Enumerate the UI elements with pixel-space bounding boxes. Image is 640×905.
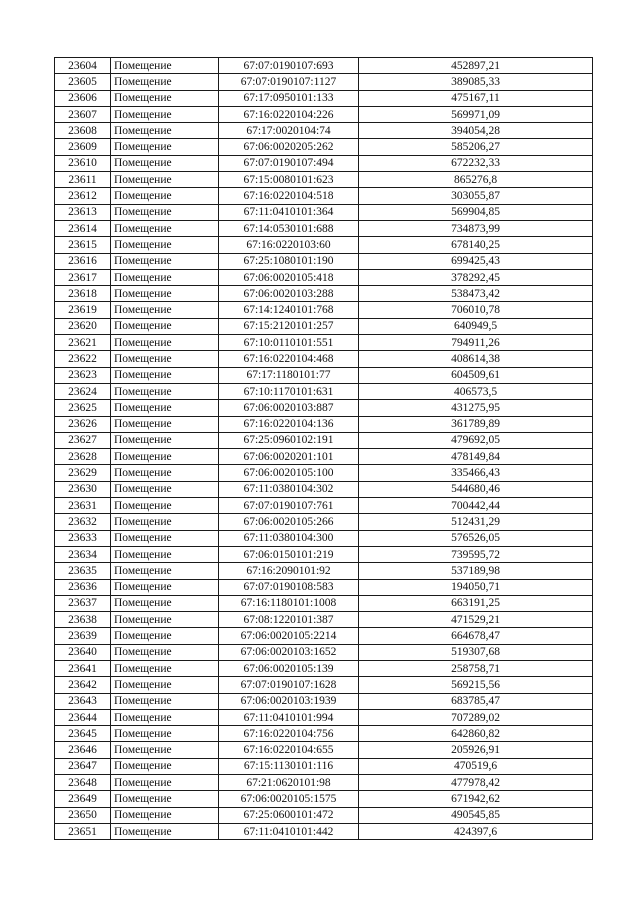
row-number-cell: 23625 — [55, 400, 111, 416]
row-number-cell: 23651 — [55, 823, 111, 839]
cadastral-number-cell: 67:14:0530101:688 — [219, 220, 359, 236]
cadastral-number-cell: 67:06:0150101:219 — [219, 546, 359, 562]
cadastral-number-cell: 67:06:0020103:288 — [219, 286, 359, 302]
value-cell: 664678,47 — [359, 628, 593, 644]
object-type-cell: Помещение — [111, 563, 219, 579]
cadastral-number-cell: 67:16:0220104:655 — [219, 742, 359, 758]
cadastral-number-cell: 67:25:0600101:472 — [219, 807, 359, 823]
table-row — [55, 498, 593, 514]
cadastral-number-cell: 67:16:0220103:60 — [219, 237, 359, 253]
table-row — [55, 155, 593, 171]
cadastral-number-cell: 67:06:0020103:1652 — [219, 644, 359, 660]
object-type-cell: Помещение — [111, 775, 219, 791]
table-row — [55, 335, 593, 351]
value-cell: 475167,11 — [359, 90, 593, 106]
row-number-cell: 23612 — [55, 188, 111, 204]
table-row — [55, 742, 593, 758]
object-type-cell: Помещение — [111, 660, 219, 676]
cadastral-number-cell: 67:06:0020105:266 — [219, 514, 359, 530]
table-row — [55, 726, 593, 742]
cadastral-number-cell: 67:11:0410101:442 — [219, 823, 359, 839]
value-cell: 519307,68 — [359, 644, 593, 660]
cadastral-number-cell: 67:07:0190107:1127 — [219, 74, 359, 90]
object-type-cell: Помещение — [111, 481, 219, 497]
object-type-cell: Помещение — [111, 807, 219, 823]
value-cell: 477978,42 — [359, 775, 593, 791]
object-type-cell: Помещение — [111, 220, 219, 236]
row-number-cell: 23632 — [55, 514, 111, 530]
table-row — [55, 172, 593, 188]
cadastral-number-cell: 67:16:0220104:468 — [219, 351, 359, 367]
object-type-cell: Помещение — [111, 155, 219, 171]
object-type-cell: Помещение — [111, 579, 219, 595]
object-type-cell: Помещение — [111, 677, 219, 693]
table-row — [55, 383, 593, 399]
row-number-cell: 23609 — [55, 139, 111, 155]
value-cell: 544680,46 — [359, 481, 593, 497]
table-row — [55, 204, 593, 220]
cadastral-number-cell: 67:06:0020103:887 — [219, 400, 359, 416]
row-number-cell: 23629 — [55, 465, 111, 481]
object-type-cell: Помещение — [111, 367, 219, 383]
row-number-cell: 23642 — [55, 677, 111, 693]
value-cell: 394054,28 — [359, 123, 593, 139]
value-cell: 479692,05 — [359, 432, 593, 448]
row-number-cell: 23608 — [55, 123, 111, 139]
cadastral-number-cell: 67:07:0190107:761 — [219, 498, 359, 514]
object-type-cell: Помещение — [111, 237, 219, 253]
cadastral-number-cell: 67:14:1240101:768 — [219, 302, 359, 318]
object-type-cell: Помещение — [111, 416, 219, 432]
cadastral-number-cell: 67:16:0220104:136 — [219, 416, 359, 432]
cadastral-number-cell: 67:16:0220104:756 — [219, 726, 359, 742]
cadastral-number-cell: 67:11:0380104:302 — [219, 481, 359, 497]
row-number-cell: 23636 — [55, 579, 111, 595]
row-number-cell: 23644 — [55, 709, 111, 725]
row-number-cell: 23647 — [55, 758, 111, 774]
value-cell: 361789,89 — [359, 416, 593, 432]
cadastral-number-cell: 67:11:0410101:994 — [219, 709, 359, 725]
object-type-cell: Помещение — [111, 106, 219, 122]
object-type-cell: Помещение — [111, 758, 219, 774]
row-number-cell: 23637 — [55, 595, 111, 611]
row-number-cell: 23628 — [55, 449, 111, 465]
property-registry-table — [54, 57, 593, 840]
value-cell: 706010,78 — [359, 302, 593, 318]
row-number-cell: 23641 — [55, 660, 111, 676]
value-cell: 642860,82 — [359, 726, 593, 742]
object-type-cell: Помещение — [111, 726, 219, 742]
table-row — [55, 514, 593, 530]
cadastral-number-cell: 67:06:0020201:101 — [219, 449, 359, 465]
object-type-cell: Помещение — [111, 58, 219, 74]
cadastral-number-cell: 67:07:0190107:693 — [219, 58, 359, 74]
row-number-cell: 23648 — [55, 775, 111, 791]
table-row — [55, 58, 593, 74]
object-type-cell: Помещение — [111, 530, 219, 546]
value-cell: 537189,98 — [359, 563, 593, 579]
object-type-cell: Помещение — [111, 351, 219, 367]
table-row — [55, 758, 593, 774]
object-type-cell: Помещение — [111, 204, 219, 220]
value-cell: 699425,43 — [359, 253, 593, 269]
value-cell: 683785,47 — [359, 693, 593, 709]
cadastral-number-cell: 67:16:2090101:92 — [219, 563, 359, 579]
object-type-cell: Помещение — [111, 823, 219, 839]
cadastral-number-cell: 67:17:0950101:133 — [219, 90, 359, 106]
cadastral-number-cell: 67:06:0020105:139 — [219, 660, 359, 676]
object-type-cell: Помещение — [111, 465, 219, 481]
table-row — [55, 123, 593, 139]
cadastral-number-cell: 67:25:1080101:190 — [219, 253, 359, 269]
value-cell: 569215,56 — [359, 677, 593, 693]
table-row — [55, 286, 593, 302]
table-row — [55, 628, 593, 644]
row-number-cell: 23616 — [55, 253, 111, 269]
table-row — [55, 269, 593, 285]
table-row — [55, 579, 593, 595]
value-cell: 194050,71 — [359, 579, 593, 595]
table-row — [55, 791, 593, 807]
table-row — [55, 253, 593, 269]
value-cell: 406573,5 — [359, 383, 593, 399]
table-row — [55, 188, 593, 204]
object-type-cell: Помещение — [111, 335, 219, 351]
cadastral-number-cell: 67:17:0020104:74 — [219, 123, 359, 139]
cadastral-number-cell: 67:06:0020105:418 — [219, 269, 359, 285]
row-number-cell: 23631 — [55, 498, 111, 514]
row-number-cell: 23643 — [55, 693, 111, 709]
object-type-cell: Помещение — [111, 628, 219, 644]
cadastral-number-cell: 67:16:0220104:518 — [219, 188, 359, 204]
row-number-cell: 23620 — [55, 318, 111, 334]
object-type-cell: Помещение — [111, 595, 219, 611]
object-type-cell: Помещение — [111, 302, 219, 318]
cadastral-number-cell: 67:15:0080101:623 — [219, 172, 359, 188]
table-row — [55, 563, 593, 579]
value-cell: 431275,95 — [359, 400, 593, 416]
object-type-cell: Помещение — [111, 400, 219, 416]
cadastral-number-cell: 67:06:0020105:2214 — [219, 628, 359, 644]
cadastral-number-cell: 67:11:0380104:300 — [219, 530, 359, 546]
table-row — [55, 416, 593, 432]
value-cell: 604509,61 — [359, 367, 593, 383]
table-row — [55, 220, 593, 236]
object-type-cell: Помещение — [111, 612, 219, 628]
table-row — [55, 807, 593, 823]
table-row — [55, 775, 593, 791]
cadastral-number-cell: 67:08:1220101:387 — [219, 612, 359, 628]
cadastral-number-cell: 67:07:0190107:1628 — [219, 677, 359, 693]
value-cell: 452897,21 — [359, 58, 593, 74]
value-cell: 585206,27 — [359, 139, 593, 155]
table-row — [55, 400, 593, 416]
table-row — [55, 351, 593, 367]
object-type-cell: Помещение — [111, 318, 219, 334]
object-type-cell: Помещение — [111, 188, 219, 204]
row-number-cell: 23649 — [55, 791, 111, 807]
row-number-cell: 23622 — [55, 351, 111, 367]
cadastral-number-cell: 67:21:0620101:98 — [219, 775, 359, 791]
value-cell: 424397,6 — [359, 823, 593, 839]
cadastral-number-cell: 67:16:0220104:226 — [219, 106, 359, 122]
table-row — [55, 823, 593, 839]
row-number-cell: 23614 — [55, 220, 111, 236]
value-cell: 408614,38 — [359, 351, 593, 367]
value-cell: 576526,05 — [359, 530, 593, 546]
table-row — [55, 677, 593, 693]
object-type-cell: Помещение — [111, 432, 219, 448]
cadastral-number-cell: 67:06:0020205:262 — [219, 139, 359, 155]
object-type-cell: Помещение — [111, 172, 219, 188]
row-number-cell: 23617 — [55, 269, 111, 285]
value-cell: 335466,43 — [359, 465, 593, 481]
value-cell: 258758,71 — [359, 660, 593, 676]
object-type-cell: Помещение — [111, 498, 219, 514]
table-row — [55, 595, 593, 611]
table-row — [55, 90, 593, 106]
cadastral-number-cell: 67:11:0410101:364 — [219, 204, 359, 220]
table-row — [55, 432, 593, 448]
row-number-cell: 23604 — [55, 58, 111, 74]
value-cell: 569971,09 — [359, 106, 593, 122]
value-cell: 672232,33 — [359, 155, 593, 171]
cadastral-number-cell: 67:10:0110101:551 — [219, 335, 359, 351]
table-row — [55, 367, 593, 383]
table-row — [55, 693, 593, 709]
cadastral-number-cell: 67:15:1130101:116 — [219, 758, 359, 774]
object-type-cell: Помещение — [111, 791, 219, 807]
object-type-cell: Помещение — [111, 269, 219, 285]
table-row — [55, 237, 593, 253]
object-type-cell: Помещение — [111, 139, 219, 155]
object-type-cell: Помещение — [111, 74, 219, 90]
row-number-cell: 23630 — [55, 481, 111, 497]
value-cell: 538473,42 — [359, 286, 593, 302]
table-row — [55, 644, 593, 660]
cadastral-number-cell: 67:06:0020103:1939 — [219, 693, 359, 709]
table-row — [55, 660, 593, 676]
row-number-cell: 23605 — [55, 74, 111, 90]
cadastral-number-cell: 67:10:1170101:631 — [219, 383, 359, 399]
value-cell: 512431,29 — [359, 514, 593, 530]
object-type-cell: Помещение — [111, 742, 219, 758]
table-row — [55, 530, 593, 546]
object-type-cell: Помещение — [111, 90, 219, 106]
cadastral-number-cell: 67:17:1180101:77 — [219, 367, 359, 383]
object-type-cell: Помещение — [111, 693, 219, 709]
object-type-cell: Помещение — [111, 253, 219, 269]
row-number-cell: 23627 — [55, 432, 111, 448]
table-row — [55, 106, 593, 122]
cadastral-number-cell: 67:07:0190108:583 — [219, 579, 359, 595]
object-type-cell: Помещение — [111, 546, 219, 562]
value-cell: 734873,99 — [359, 220, 593, 236]
value-cell: 640949,5 — [359, 318, 593, 334]
row-number-cell: 23635 — [55, 563, 111, 579]
row-number-cell: 23650 — [55, 807, 111, 823]
table-row — [55, 612, 593, 628]
row-number-cell: 23646 — [55, 742, 111, 758]
cadastral-number-cell: 67:15:2120101:257 — [219, 318, 359, 334]
row-number-cell: 23621 — [55, 335, 111, 351]
value-cell: 865276,8 — [359, 172, 593, 188]
object-type-cell: Помещение — [111, 286, 219, 302]
cadastral-number-cell: 67:06:0020105:100 — [219, 465, 359, 481]
table-row — [55, 465, 593, 481]
row-number-cell: 23607 — [55, 106, 111, 122]
row-number-cell: 23645 — [55, 726, 111, 742]
value-cell: 378292,45 — [359, 269, 593, 285]
value-cell: 490545,85 — [359, 807, 593, 823]
object-type-cell: Помещение — [111, 123, 219, 139]
row-number-cell: 23610 — [55, 155, 111, 171]
value-cell: 470519,6 — [359, 758, 593, 774]
value-cell: 671942,62 — [359, 791, 593, 807]
value-cell: 794911,26 — [359, 335, 593, 351]
cadastral-number-cell: 67:07:0190107:494 — [219, 155, 359, 171]
row-number-cell: 23639 — [55, 628, 111, 644]
value-cell: 663191,25 — [359, 595, 593, 611]
value-cell: 707289,02 — [359, 709, 593, 725]
row-number-cell: 23638 — [55, 612, 111, 628]
table-row — [55, 318, 593, 334]
cadastral-number-cell: 67:25:0960102:191 — [219, 432, 359, 448]
cadastral-number-cell: 67:16:1180101:1008 — [219, 595, 359, 611]
row-number-cell: 23640 — [55, 644, 111, 660]
value-cell: 303055,87 — [359, 188, 593, 204]
row-number-cell: 23619 — [55, 302, 111, 318]
object-type-cell: Помещение — [111, 709, 219, 725]
table-row — [55, 74, 593, 90]
value-cell: 700442,44 — [359, 498, 593, 514]
value-cell: 569904,85 — [359, 204, 593, 220]
row-number-cell: 23618 — [55, 286, 111, 302]
table-row — [55, 481, 593, 497]
object-type-cell: Помещение — [111, 449, 219, 465]
table-row — [55, 139, 593, 155]
value-cell: 478149,84 — [359, 449, 593, 465]
table-row — [55, 546, 593, 562]
table-row — [55, 302, 593, 318]
row-number-cell: 23615 — [55, 237, 111, 253]
row-number-cell: 23606 — [55, 90, 111, 106]
row-number-cell: 23611 — [55, 172, 111, 188]
table-body — [55, 58, 593, 840]
row-number-cell: 23613 — [55, 204, 111, 220]
value-cell: 389085,33 — [359, 74, 593, 90]
row-number-cell: 23626 — [55, 416, 111, 432]
value-cell: 678140,25 — [359, 237, 593, 253]
object-type-cell: Помещение — [111, 383, 219, 399]
value-cell: 471529,21 — [359, 612, 593, 628]
row-number-cell: 23633 — [55, 530, 111, 546]
cadastral-number-cell: 67:06:0020105:1575 — [219, 791, 359, 807]
table-row — [55, 709, 593, 725]
table-row — [55, 449, 593, 465]
value-cell: 205926,91 — [359, 742, 593, 758]
object-type-cell: Помещение — [111, 644, 219, 660]
row-number-cell: 23634 — [55, 546, 111, 562]
row-number-cell: 23623 — [55, 367, 111, 383]
row-number-cell: 23624 — [55, 383, 111, 399]
object-type-cell: Помещение — [111, 514, 219, 530]
value-cell: 739595,72 — [359, 546, 593, 562]
